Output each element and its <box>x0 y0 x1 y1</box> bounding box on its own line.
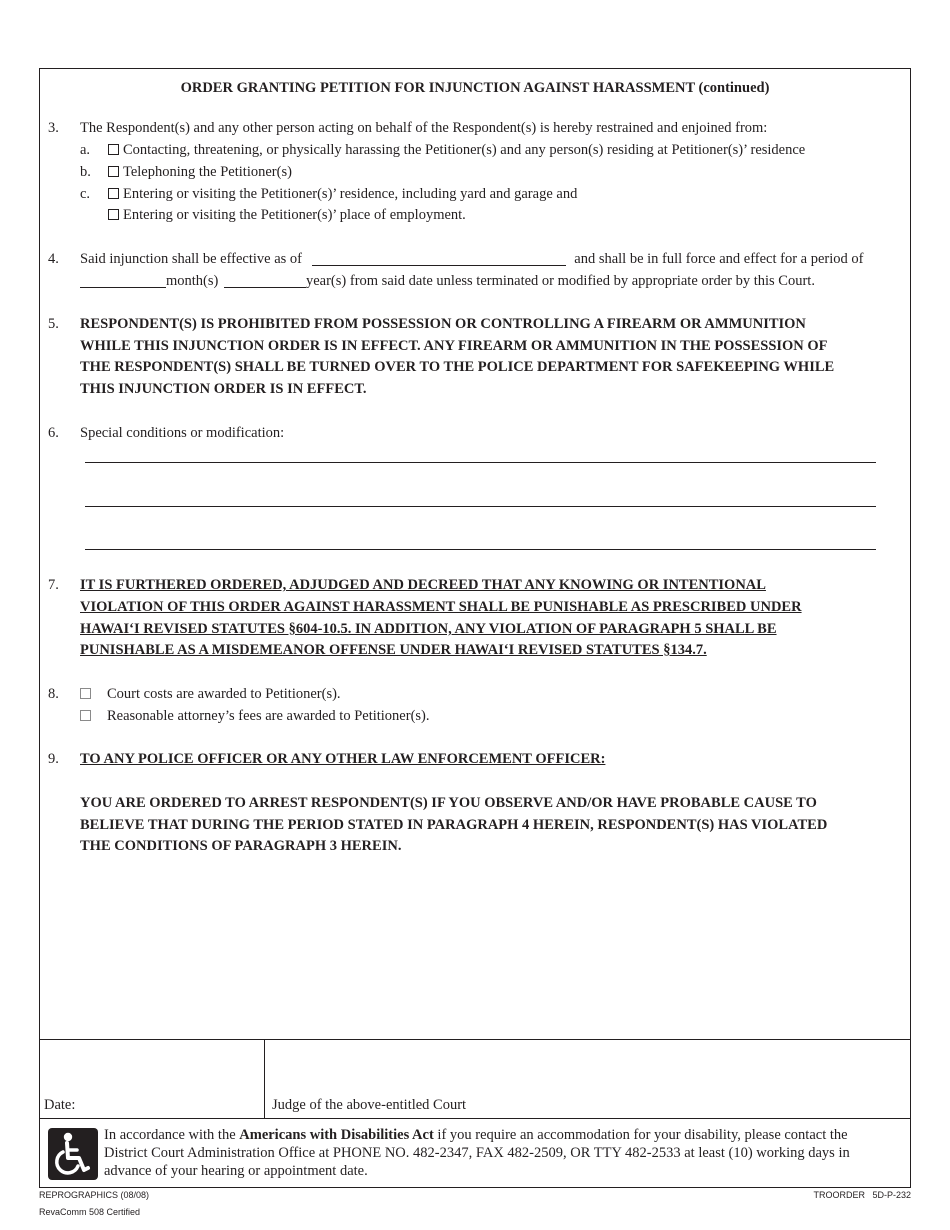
item-3a-letter: a. <box>80 142 91 158</box>
signature-bottom-rule <box>39 1118 911 1119</box>
footer-reprographics: REPROGRAPHICS (08/08) <box>39 1190 150 1200</box>
ada-pre: In accordance with the <box>104 1127 236 1143</box>
ada-line-1 <box>104 1126 848 1144</box>
item-5-line1: RESPONDENT(S) IS PROHIBITED FROM POSSESSION OR CONTROLLING A FIREARM OR AMMUNITION <box>80 316 806 332</box>
item-5-line2: WHILE THIS INJUNCTION ORDER IS IN EFFECT. ANY FIREARM OR AMMUNITION IN THE POSSESSION OF <box>80 338 828 354</box>
years-field[interactable] <box>224 273 306 288</box>
item-3c2-checkbox[interactable] <box>108 209 119 220</box>
court-costs-checkbox[interactable] <box>80 688 91 699</box>
item-3b <box>108 162 292 184</box>
attorney-fees-checkbox[interactable] <box>80 710 91 721</box>
item-3a-checkbox[interactable] <box>108 144 119 155</box>
item-8-option-1 <box>80 684 341 706</box>
footer-revacomm: RevaComm 508 Certified <box>39 1207 141 1217</box>
ada-line-3: advance of your hearing or appointment date. <box>104 1163 368 1179</box>
item-8-opt2-text: Reasonable attorney’s fees are awarded to Petitioner(s). <box>107 708 430 724</box>
special-conditions-line-2[interactable] <box>85 506 876 507</box>
item-3-intro: The Respondent(s) and any other person acting on behalf of the Respondent(s) is hereby restrained and enjoined from: <box>80 120 768 136</box>
item-8-option-2 <box>80 706 430 728</box>
item-4-line2-end: year(s) from said date unless terminated or modified by appropriate order by this Court. <box>305 273 815 289</box>
item-5-number: 5. <box>48 316 59 332</box>
item-9-number: 9. <box>48 751 59 767</box>
item-9-line3: THE CONDITIONS OF PARAGRAPH 3 HEREIN. <box>80 838 402 854</box>
item-3c2 <box>108 205 466 227</box>
special-conditions-line-1[interactable] <box>85 462 876 463</box>
item-3b-checkbox[interactable] <box>108 166 119 177</box>
item-4-line2 <box>80 271 815 293</box>
special-conditions-line-3[interactable] <box>85 549 876 550</box>
months-field[interactable] <box>80 273 166 288</box>
item-7-line2: VIOLATION OF THIS ORDER AGAINST HARASSMENT SHALL BE PUNISHABLE AS PRESCRIBED UNDER <box>80 599 802 615</box>
item-9-line1: YOU ARE ORDERED TO ARREST RESPONDENT(S) IF YOU OBSERVE AND/OR HAVE PROBABLE CAUSE TO <box>80 795 817 811</box>
item-3c-letter: c. <box>80 186 91 202</box>
item-3b-text: Telephoning the Petitioner(s) <box>123 164 292 180</box>
item-5-line4: THIS INJUNCTION ORDER IS IN EFFECT. <box>80 381 367 397</box>
item-7-line4: PUNISHABLE AS A MISDEMEANOR OFFENSE UNDER HAWAI‘I REVISED STATUTES §134.7. <box>80 642 707 658</box>
item-3c <box>108 184 577 206</box>
item-4-text-a: Said injunction shall be effective as of <box>80 251 303 267</box>
item-8-opt1-text: Court costs are awarded to Petitioner(s). <box>107 686 341 702</box>
signature-divider <box>264 1039 265 1118</box>
ada-line-2: District Court Administration Office at PHONE NO. 482-2347, FAX 482-2509, OR TTY 482-2533 at least (10) working days in <box>104 1145 850 1161</box>
judge-label: Judge of the above-entitled Court <box>272 1097 467 1113</box>
item-6-label: Special conditions or modification: <box>80 425 285 441</box>
item-3c-text: Entering or visiting the Petitioner(s)’ residence, including yard and garage and <box>123 186 578 202</box>
form-title: ORDER GRANTING PETITION FOR INJUNCTION AGAINST HARASSMENT (continued) <box>180 80 770 96</box>
date-label: Date: <box>44 1097 76 1113</box>
item-3c2-text: Entering or visiting the Petitioner(s)’ place of employment. <box>123 207 466 223</box>
wheelchair-icon <box>48 1128 98 1180</box>
item-7-number: 7. <box>48 577 59 593</box>
item-3-number: 3. <box>48 120 59 136</box>
signature-top-rule <box>39 1039 911 1040</box>
item-9-line2: BELIEVE THAT DURING THE PERIOD STATED IN PARAGRAPH 4 HEREIN, RESPONDENT(S) HAS VIOLATED <box>80 817 828 833</box>
item-7-line1: IT IS FURTHERED ORDERED, ADJUDGED AND DECREED THAT ANY KNOWING OR INTENTIONAL <box>80 577 766 593</box>
effective-date-field[interactable] <box>312 251 566 266</box>
ada-post: if you require an accommodation for your disability, please contact the <box>437 1127 848 1143</box>
item-7-line3: HAWAI‘I REVISED STATUTES §604-10.5. IN ADDITION, ANY VIOLATION OF PARAGRAPH 5 SHALL BE <box>80 621 777 637</box>
item-4-month-label: month(s) <box>166 273 219 289</box>
item-4-line1 <box>80 249 863 271</box>
item-9-heading: TO ANY POLICE OFFICER OR ANY OTHER LAW ENFORCEMENT OFFICER: <box>80 751 606 767</box>
item-3a-text: Contacting, threatening, or physically harassing the Petitioner(s) and any person(s) residing at Petitioner(s)’ residence <box>123 142 806 158</box>
item-3a <box>108 140 805 162</box>
item-4-number: 4. <box>48 251 59 267</box>
item-6-number: 6. <box>48 425 59 441</box>
item-3b-letter: b. <box>80 164 91 180</box>
ada-act: Americans with Disabilities Act <box>239 1127 434 1143</box>
item-3c-checkbox[interactable] <box>108 188 119 199</box>
item-4-text-b: and shall be in full force and effect for a period of <box>574 251 864 267</box>
item-5-line3: THE RESPONDENT(S) SHALL BE TURNED OVER TO THE POLICE DEPARTMENT FOR SAFEKEEPING WHILE <box>80 359 835 375</box>
footer-form-id: TROORDER 5D-P-232 <box>813 1190 911 1200</box>
item-8-number: 8. <box>48 686 59 702</box>
